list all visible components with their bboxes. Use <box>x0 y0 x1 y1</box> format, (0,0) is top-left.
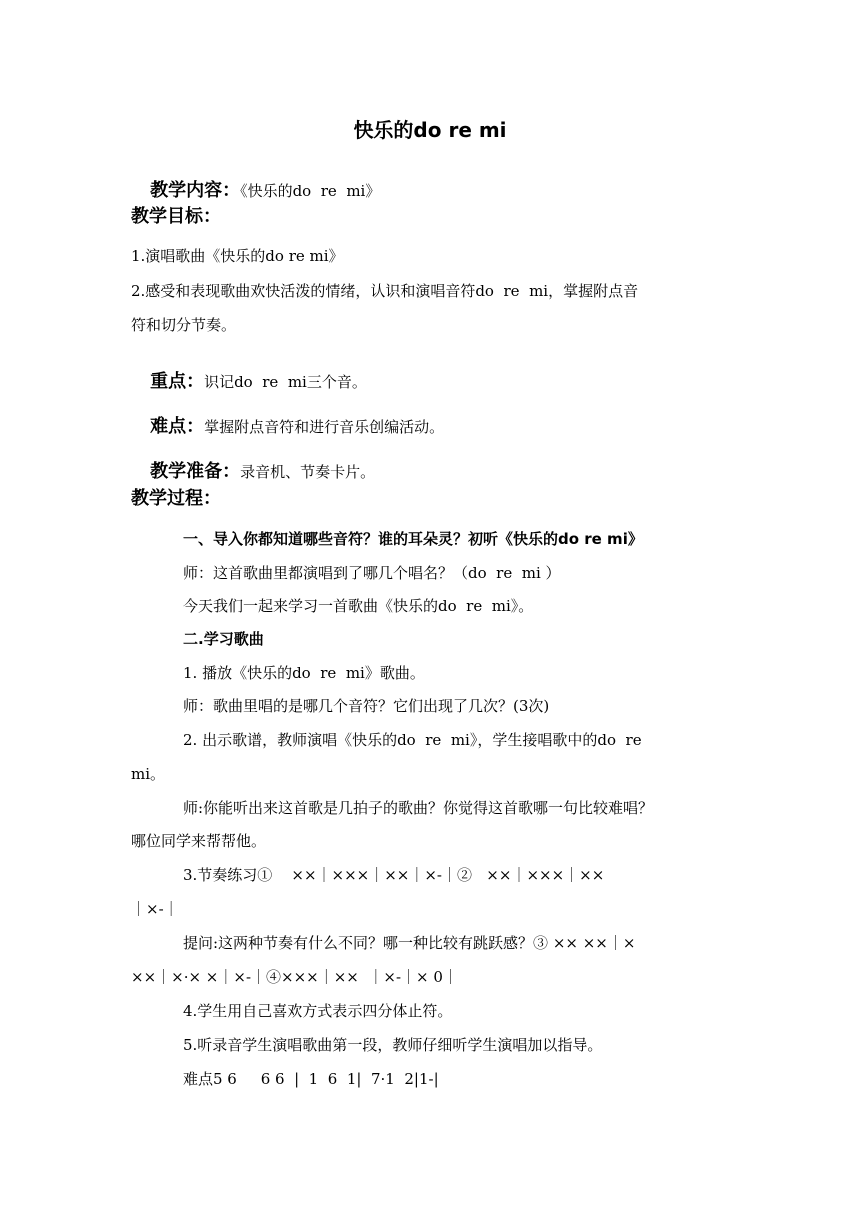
step3-line2: ｜×-｜ <box>131 900 179 918</box>
key-point-label: 重点： <box>150 371 205 392</box>
difficulty-notation: 难点5 6 6 6 | 1 6 1| 7·1 2|1-| <box>183 1070 439 1088</box>
step1-question: 师：歌曲里唱的是哪几个音符？它们出现了几次？(3次) <box>183 697 550 715</box>
content-label: 教学内容： <box>150 180 241 201</box>
document-title: 快乐的do re mi <box>353 118 507 142</box>
goal-item-2-line1: 2.感受和表现歌曲欢快活泼的情绪，认识和演唱音符do re mi，掌握附点音 <box>131 282 639 300</box>
step2-question-line1: 师:你能听出来这首歌是几拍子的歌曲？你觉得这首歌哪一句比较难唱？ <box>183 799 654 817</box>
step2-line1: 2. 出示歌谱，教师演唱《快乐的do re mi》，学生接唱歌中的do re <box>183 731 642 749</box>
key-point-value: 识记do re mi三个音。 <box>204 373 367 391</box>
step1: 1. 播放《快乐的do re mi》歌曲。 <box>183 664 425 682</box>
prep-value: 录音机、节奏卡片。 <box>240 463 376 481</box>
goal-item-2-line2: 符和切分节奏。 <box>131 316 237 334</box>
section2-title: 二.学习歌曲 <box>183 630 264 648</box>
goals-heading: 教学目标： <box>131 206 221 227</box>
step3-question-line2: ××｜×·× ×｜×-｜④×××｜×× ｜×-｜× 0｜ <box>131 968 458 986</box>
goal-item-1: 1.演唱歌曲《快乐的do re mi》 <box>131 247 344 265</box>
difficulty-value: 掌握附点音符和进行音乐创编活动。 <box>204 418 445 436</box>
step2-question-line2: 哪位同学来帮帮他。 <box>131 832 267 850</box>
step3-line1: 3.节奏练习① ××｜×××｜××｜×-｜② ××｜×××｜×× <box>183 866 605 884</box>
prep-label: 教学准备： <box>150 461 241 482</box>
step4: 4.学生用自己喜欢方式表示四分体止符。 <box>183 1002 453 1020</box>
content-value: 《快乐的do re mi》 <box>240 182 381 200</box>
step3-question-line1: 提问:这两种节奏有什么不同？哪一种比较有跳跃感？③ ×× ××｜× <box>183 934 636 952</box>
step2-line2: mi。 <box>131 765 166 783</box>
process-p1: 师：这首歌曲里都演唱到了哪几个唱名？（do re mi ） <box>183 564 561 582</box>
step5: 5.听录音学生演唱歌曲第一段，教师仔细听学生演唱加以指导。 <box>183 1036 603 1054</box>
section1-title: 一、导入你都知道哪些音符？谁的耳朵灵？初听《快乐的do re mi》 <box>183 530 643 548</box>
difficulty-label: 难点： <box>150 416 205 437</box>
process-p2: 今天我们一起来学习一首歌曲《快乐的do re mi》。 <box>183 597 534 615</box>
process-heading: 教学过程： <box>131 488 221 509</box>
